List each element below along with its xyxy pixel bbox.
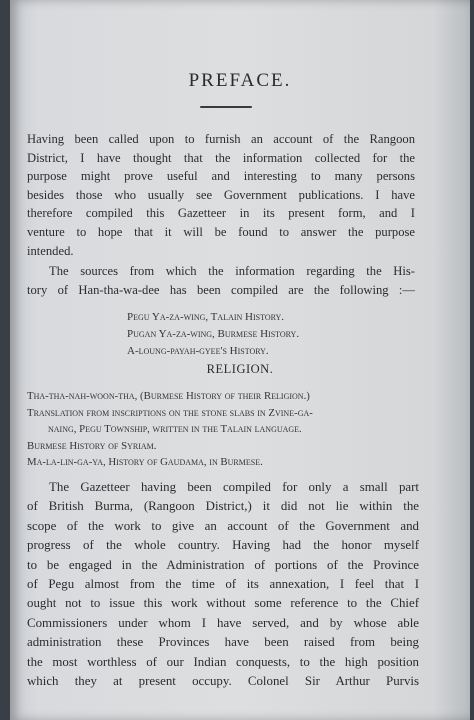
closing-line: which they at present occupy. Colonel Sir Arthur Purvis	[27, 674, 419, 689]
intro-line: venture to hope that it will be found to answer the purpose	[27, 224, 415, 239]
closing-line: the most worthless of our Indian conquests, to the high position	[27, 654, 419, 669]
intro-line: Having been called upon to furnish an account of the Rangoon	[27, 132, 415, 146]
title-rule	[200, 106, 252, 108]
closing-line: to be engaged in the Administration of portions of the Province	[27, 557, 419, 572]
intro-line: District, I have thought that the information collected for the	[27, 150, 415, 165]
religion-item: Burmese History of Syriam.	[27, 440, 157, 452]
intro-line: intended.	[27, 243, 74, 258]
closing-line: of British Burma, (Rangoon District,) it did not lie within the	[27, 499, 419, 514]
sources-intro-line: tory of Han-tha-wa-dee has been compiled are the following :—	[27, 282, 415, 297]
closing-line: administration these Provinces have been raised from being	[27, 635, 419, 650]
closing-line: scope of the work to give an account of the Government and	[27, 518, 419, 533]
page-title: PREFACE.	[188, 70, 292, 91]
closing-line: The Gazetteer having been compiled for only a small part	[49, 480, 419, 494]
intro-paragraph	[27, 130, 415, 260]
religion-item: Tha-tha-nah-woon-tha, (Burmese History of their Religion.)	[27, 390, 310, 402]
intro-line: therefore compiled this Gazetteer in its present form, and I	[27, 206, 415, 221]
source-item: Pegu Ya-za-wing, Talain History.	[127, 311, 285, 323]
intro-line: purpose might prove useful and interesting to many persons	[27, 169, 415, 184]
closing-line: of Pegu almost from the time of its annexation, I feel that I	[27, 577, 419, 592]
source-item: A-loung-payah-gyee's History.	[127, 345, 269, 357]
religion-item: Ma-la-lin-ga-ya, History of Gaudama, in Burmese.	[27, 456, 263, 468]
sources-intro-paragraph	[27, 262, 415, 299]
sources-intro-line: The sources from which the information regarding the His-	[49, 264, 415, 278]
intro-line: besides those who usually see Government publications. I have	[27, 187, 415, 202]
closing-line: ought not to issue this work without some reference to the Chief	[27, 596, 419, 611]
closing-line: progress of the whole country. Having had the honor myself	[27, 538, 419, 553]
religion-item-continued: naing, Pegu Township, written in the Talain language.	[48, 423, 302, 435]
book-page	[10, 0, 470, 720]
source-item: Pugan Ya-za-wing, Burmese History.	[127, 328, 300, 340]
closing-line: Commissioners under whom I have served, and by whose able	[27, 615, 419, 630]
religion-heading: RELIGION.	[206, 362, 274, 376]
closing-paragraph	[27, 478, 419, 691]
religion-item: Translation from inscriptions on the stone slabs in Zvine-ga-	[27, 407, 313, 419]
